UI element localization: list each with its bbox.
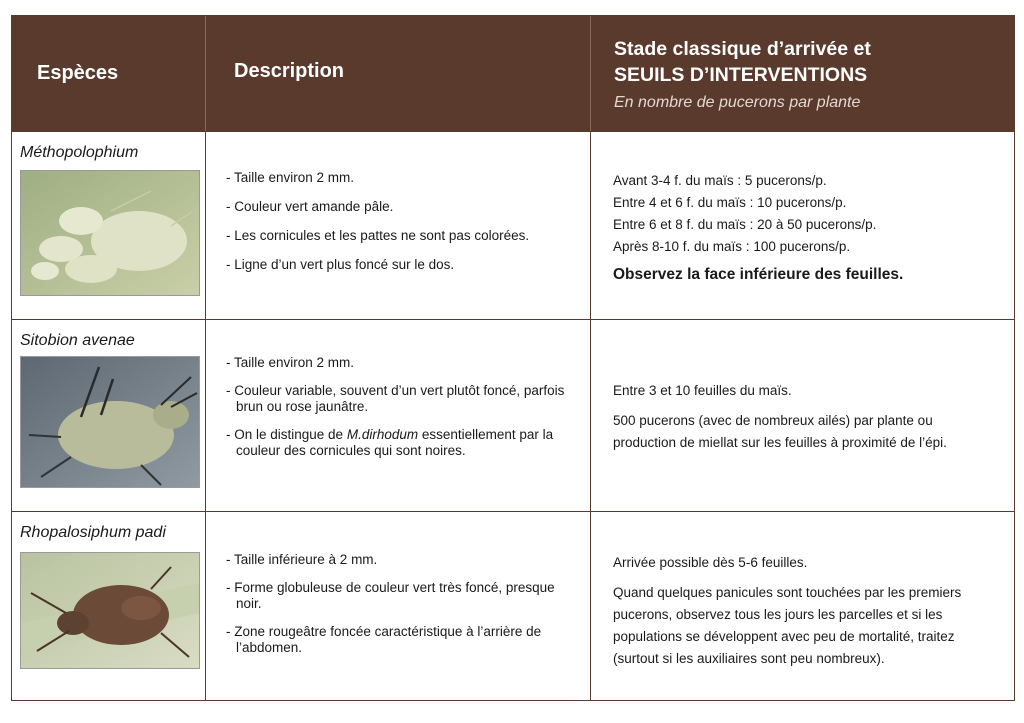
header-thresholds-line1: Stade classique d’arrivée et: [614, 38, 871, 60]
threshold-line: Entre 6 et 8 f. du maïs : 20 à 50 pucerons/p.: [613, 217, 877, 232]
table-row: [12, 131, 1014, 319]
thresholds-text: [613, 380, 998, 462]
aphid-table: [11, 15, 1015, 701]
description-cell: [205, 320, 590, 511]
thresholds-text: [613, 170, 998, 286]
species-name: Sitobion avenae: [20, 332, 135, 349]
description-text: - On le distingue de: [226, 427, 347, 442]
threshold-line: Après 8-10 f. du maïs : 100 pucerons/p.: [613, 239, 851, 254]
table-row: [12, 319, 1014, 511]
description-item: - Couleur variable, souvent d’un vert plutôt foncé, parfois brun ou rose jaunâtre.: [226, 383, 565, 414]
description-item: - Ligne d’un vert plus foncé sur le dos.: [226, 257, 455, 272]
species-cell: [12, 320, 205, 511]
description-list: [226, 170, 580, 286]
table-header: [12, 16, 1014, 131]
description-text: essentiellement par la couleur des cornicules qui sont noires.: [236, 427, 554, 458]
header-description-label: Description: [234, 60, 345, 82]
description-item: - Taille environ 2 mm.: [226, 355, 355, 370]
aphid-photo: [20, 356, 200, 488]
species-name: Méthopolophium: [20, 144, 139, 161]
description-item: - Couleur vert amande pâle.: [226, 199, 394, 214]
thresholds-cell: [590, 132, 1014, 319]
aphid-photo: [20, 552, 200, 669]
description-item: - Zone rougeâtre foncée caractéristique à l’arrière de l’abdomen.: [226, 624, 542, 655]
species-name: Rhopalosiphum padi: [20, 524, 166, 541]
threshold-line: Entre 3 et 10 feuilles du maïs.: [613, 383, 792, 398]
description-item: - Forme globuleuse de couleur vert très foncé, presque noir.: [226, 580, 555, 611]
header-cell-thresholds: [590, 16, 1014, 131]
threshold-line: Avant 3-4 f. du maïs : 5 pucerons/p.: [613, 173, 827, 188]
description-item: - Taille environ 2 mm.: [226, 170, 355, 185]
description-item: - Les cornicules et les pattes ne sont pas colorées.: [226, 228, 530, 243]
description-item: [226, 427, 580, 459]
threshold-line: Entre 4 et 6 f. du maïs : 10 pucerons/p.: [613, 195, 847, 210]
threshold-line: Arrivée possible dès 5-6 feuilles.: [613, 555, 808, 570]
header-cell-species: [12, 16, 205, 131]
species-reference: M.dirhodum: [346, 427, 419, 442]
threshold-line: 500 pucerons (avec de nombreux ailés) par plante ou production de miellat sur les feuilles à proximité de l’épi.: [613, 413, 947, 450]
thresholds-text: [613, 552, 998, 678]
description-list: [226, 552, 580, 668]
header-cell-description: [205, 16, 590, 131]
description-list: [226, 355, 580, 471]
thresholds-cell: [590, 320, 1014, 511]
description-item: - Taille inférieure à 2 mm.: [226, 552, 378, 567]
table-row: [12, 511, 1014, 700]
thresholds-cell: [590, 512, 1014, 700]
observation-note: Observez la face inférieure des feuilles.: [613, 266, 904, 283]
description-cell: [205, 512, 590, 700]
species-cell: [12, 512, 205, 700]
aphid-photo: [20, 170, 200, 296]
header-thresholds-subtitle: En nombre de pucerons par plante: [614, 94, 861, 111]
header-thresholds-line2: SEUILS D’INTERVENTIONS: [614, 64, 868, 86]
species-cell: [12, 132, 205, 319]
description-cell: [205, 132, 590, 319]
header-species-label: Espèces: [37, 62, 119, 84]
threshold-line: Quand quelques panicules sont touchées par les premiers pucerons, observez tous les jours les parcelles et si les populations se développent avec peu de mortalité, traitez (surtout si les auxiliaires sont peu nombreux).: [613, 585, 962, 666]
